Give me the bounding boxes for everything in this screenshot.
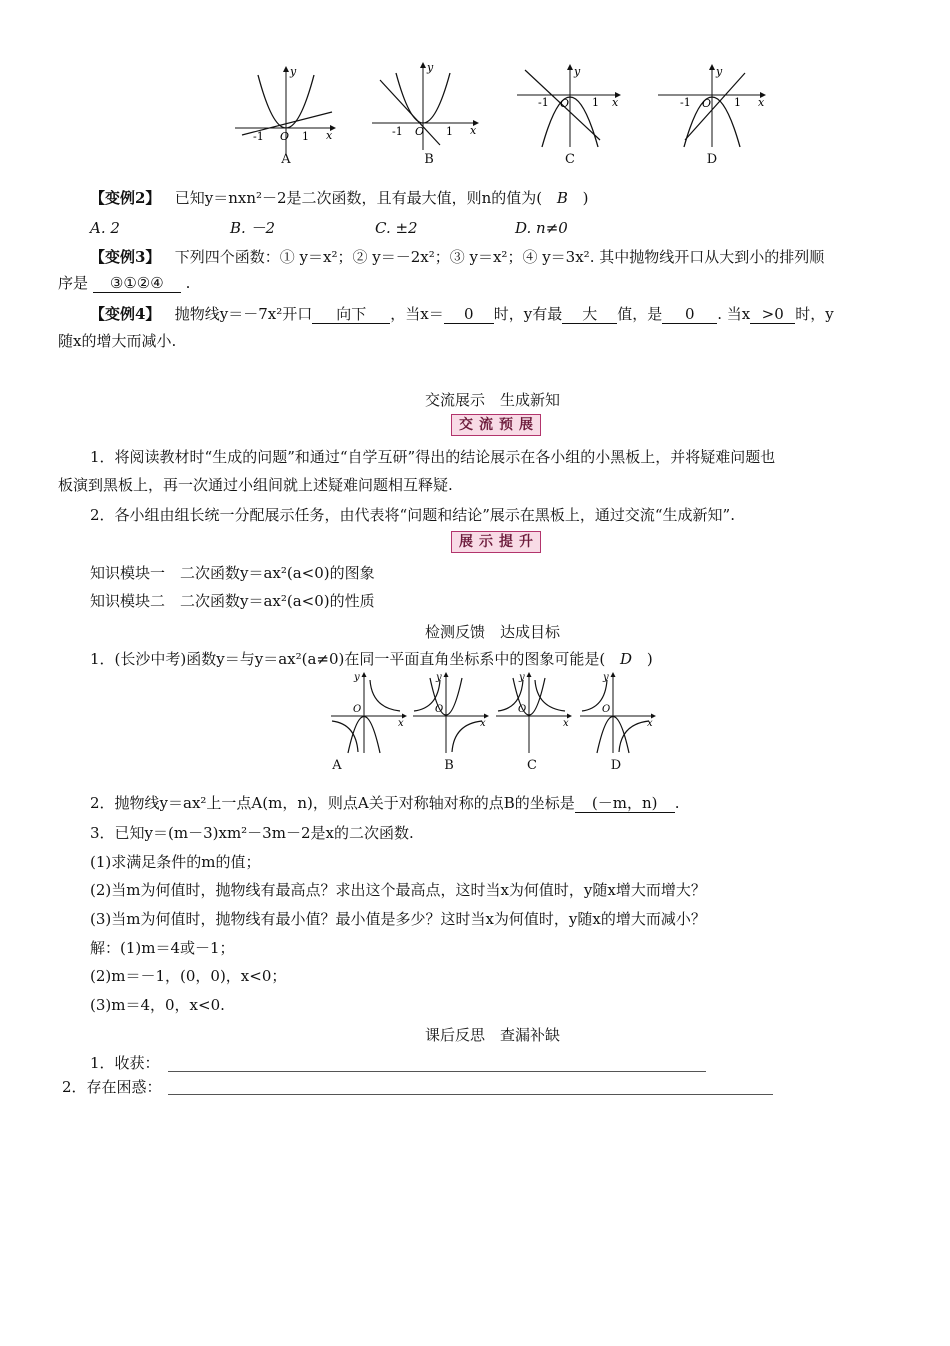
svg-text:-1: -1: [680, 96, 691, 109]
svg-text:x: x: [758, 96, 765, 109]
variant2-tag: 【变例2】: [90, 189, 161, 207]
svg-text:O: O: [602, 704, 611, 715]
graph-label-b: B: [424, 152, 434, 167]
knowledge-module-1: 知识模块一 二次函数y＝ax²(a<0)的图象: [90, 564, 375, 582]
svg-text:1: 1: [734, 96, 741, 109]
variant3-answer: ③①②④: [93, 274, 181, 293]
knowledge-module-2: 知识模块二 二次函数y＝ax²(a<0)的性质: [90, 592, 375, 610]
variant4-answer3: 大: [562, 305, 617, 324]
variant4-t4: 值，是: [617, 305, 663, 323]
graph-a: [235, 65, 335, 155]
variant4-answer1: 向下: [312, 305, 390, 324]
svg-text:y: y: [290, 65, 297, 78]
variant4-line2: 随x的增大而减小.: [58, 332, 177, 350]
section1-p2: 2．各小组由组长统一分配展示任务，由代表将“问题和结论”展示在黑板上，通过交流“生成新知”.: [90, 506, 735, 524]
variant2-close: ): [582, 189, 589, 207]
q1-text: [90, 649, 653, 669]
variant2-text: 已知y＝nxn²－2是二次函数，且有最大值，则n的值为(: [174, 189, 543, 207]
variant3-tag: 【变例3】: [90, 248, 161, 266]
variant4-t3: 时，y有最: [493, 305, 563, 323]
svg-text:y: y: [603, 672, 609, 683]
q1-label-c: C: [527, 758, 537, 773]
svg-text:O: O: [435, 704, 444, 715]
svg-text:x: x: [480, 718, 486, 729]
reflection-doubt-label: 2．存在困惑：: [62, 1078, 162, 1096]
variant4-t1: 抛物线y＝－7x²开口: [174, 305, 313, 323]
solution-2: (2)m＝－1，(0，0)，x<0；: [90, 967, 287, 985]
q3-part3: (3)当m为何值时，抛物线有最小值？最小值是多少？这时当x为何值时，y随x的增大而减小？: [90, 910, 706, 928]
svg-text:y: y: [574, 65, 581, 78]
q1-answer: D: [620, 650, 633, 668]
svg-text:y: y: [354, 672, 360, 683]
graph-label-a: A: [281, 152, 291, 167]
svg-text:y: y: [427, 61, 434, 74]
stamp-exchange-preview: 交流预展: [451, 414, 541, 436]
svg-text:x: x: [326, 129, 333, 142]
svg-text:y: y: [436, 672, 442, 683]
variant2-question: [90, 188, 589, 208]
variant3-line2: [58, 273, 190, 293]
svg-text:x: x: [563, 718, 569, 729]
q1-graphs: [328, 668, 663, 758]
svg-text:x: x: [612, 96, 619, 109]
section1-p1-line1: 1．将阅读教材时“生成的问题”和通过“自学互研”得出的结论展示在各小组的小黑板上，并将疑难问题也: [90, 448, 776, 466]
graph-b: [372, 61, 478, 150]
q1-stem: 1．(长沙中考)函数y＝与y＝ax²(a≠0)在同一平面直角坐标系中的图象可能是(: [90, 650, 606, 668]
section1-title: 交流展示 生成新知: [424, 391, 560, 409]
variant4-tag: 【变例4】: [90, 305, 161, 323]
variant2-answer: B: [556, 189, 568, 207]
variant4-t6: 时，y: [795, 305, 834, 323]
variant2-option-d: D. n≠0: [515, 219, 568, 237]
svg-text:-1: -1: [392, 125, 403, 138]
graph-label-c: C: [565, 152, 575, 167]
q1-label-d: D: [610, 758, 622, 773]
svg-text:-1: -1: [538, 96, 549, 109]
solution-3: (3)m＝4，0，x<0.: [90, 996, 225, 1014]
variant2-option-a: A. 2: [90, 219, 120, 237]
variant3-text: 下列四个函数：① y＝x²；② y＝－2x²；③ y＝x²；④ y＝3x². 其中抛物线开口从大到小的排列顺: [174, 248, 825, 266]
q3-text: 3．已知y＝(m－3)xm²－3m－2是x的二次函数.: [90, 824, 414, 842]
variant2-option-b: B. －2: [230, 219, 276, 237]
section3-title: 课后反思 查漏补缺: [424, 1026, 560, 1044]
variant4-answer5: >0: [750, 305, 795, 324]
variant4-t2: ，当x＝: [390, 305, 444, 323]
svg-text:x: x: [398, 718, 404, 729]
reflection-gain-line[interactable]: [168, 1071, 706, 1072]
reflection-gain-label: 1．收获：: [90, 1054, 160, 1072]
q2-answer: (－m，n): [575, 794, 675, 813]
svg-text:y: y: [716, 65, 723, 78]
graph-label-d: D: [706, 152, 718, 167]
top-graphs: [220, 55, 780, 170]
q3-part2: (2)当m为何值时，抛物线有最高点？求出这个最高点，这时当x为何值时，y随x增大而增大？: [90, 881, 706, 899]
variant4-line1: [90, 304, 834, 324]
solution-1: 解：(1)m＝4或－1；: [90, 939, 235, 957]
svg-text:1: 1: [446, 125, 453, 138]
q3-part1: (1)求满足条件的m的值；: [90, 853, 261, 871]
q1-label-a: A: [332, 758, 342, 773]
variant3-prefix: 序是: [58, 274, 89, 292]
svg-text:x: x: [647, 718, 653, 729]
svg-text:1: 1: [592, 96, 599, 109]
graph-d: [658, 65, 765, 147]
q2-stem: 2．抛物线y＝ax²上一点A(m，n)，则点A关于对称轴对称的点B的坐标是: [90, 794, 575, 812]
stamp-display-improve: 展示提升: [451, 531, 541, 553]
svg-text:O: O: [353, 704, 362, 715]
svg-text:x: x: [470, 124, 477, 137]
q1-label-b: B: [444, 758, 454, 773]
q2-text: [90, 793, 680, 813]
variant3-line1: [90, 247, 824, 267]
graph-c: [517, 65, 620, 147]
svg-text:O: O: [280, 130, 290, 143]
variant3-suffix: .: [185, 274, 191, 292]
q1-graph-a: [331, 672, 406, 753]
variant4-t5: . 当x: [717, 305, 751, 323]
q1-graph-c: [496, 672, 571, 753]
svg-text:y: y: [519, 672, 525, 683]
variant4-answer2: 0: [444, 305, 494, 324]
svg-text:-1: -1: [253, 130, 264, 143]
reflection-doubt-line[interactable]: [168, 1094, 773, 1095]
variant2-option-c: C. ±2: [375, 219, 418, 237]
svg-text:1: 1: [302, 130, 309, 143]
section2-title: 检测反馈 达成目标: [424, 623, 560, 641]
svg-text:O: O: [415, 125, 425, 138]
svg-text:O: O: [560, 97, 570, 110]
svg-text:O: O: [518, 704, 527, 715]
svg-text:O: O: [702, 97, 712, 110]
q1-graph-b: [413, 672, 488, 753]
section1-p1-line2: 板演到黑板上，再一次通过小组间就上述疑难问题相互释疑.: [58, 476, 453, 494]
q1-graph-d: [580, 672, 655, 753]
q2-suffix: .: [674, 794, 680, 812]
variant4-answer4: 0: [662, 305, 717, 324]
q1-close: ): [646, 650, 653, 668]
